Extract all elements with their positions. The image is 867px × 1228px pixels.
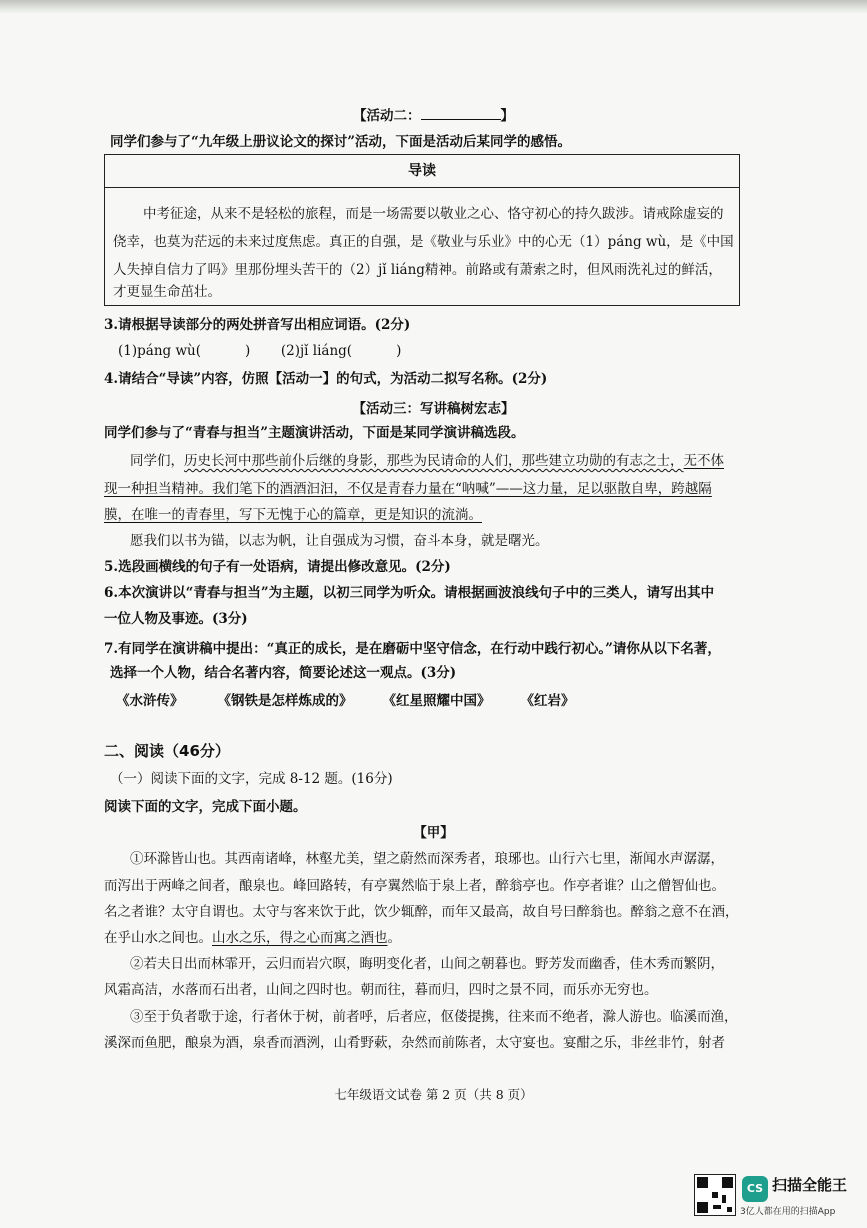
activity3-intro: 同学们参与了“青春与担当”主题演讲活动，下面是某同学演讲稿选段。 — [104, 425, 525, 441]
passage-title: 【甲】 — [413, 825, 454, 841]
passage-underlined-sentence: 山水之乐，得之心而寓之酒也 — [212, 930, 388, 946]
section-2-title: 二、阅读（46分） — [104, 742, 230, 760]
section-2-instruction: 阅读下面的文字，完成下面小题。 — [104, 799, 307, 815]
speech-line-2: 现一种担当精神。我们笔下的酒酒汩汩，不仅是青春力量在“呐喊”——这力量，足以驱散自卑，跨越隔 — [104, 481, 712, 497]
question-3-item-2: (2)jǐ liáng( — [280, 343, 353, 359]
passage-p1-line-1: ①环滁皆山也。其西南诸峰，林壑尤美，望之蔚然而深秀者，琅琊也。山行六七里，渐闻水声潺潺， — [130, 851, 724, 867]
speech-greeting: 同学们， — [130, 453, 184, 469]
activity2-heading-prefix: 【活动二： — [353, 108, 421, 124]
reading-guide-title: 导读 — [105, 155, 739, 188]
reading-guide-line-3: 人失掉自信力了吗》里那份埋头苦干的（2）jǐ liáng精神。前路或有萧索之时，但风雨洗礼过的鲜活， — [113, 262, 722, 278]
question-3-item-2-close: ) — [396, 343, 402, 359]
activity2-heading — [0, 107, 867, 125]
reading-guide-line-2: 侥幸，也莫为茫远的未来过度焦虑。真正的自强，是《敬业与乐业》中的心无（1）páng wù，是《中国 — [113, 234, 734, 250]
question-5: 5.选段画横线的句子有一处语病，请提出修改意见。(2分) — [104, 559, 451, 575]
scanner-brand-name: 扫描全能王 — [772, 1176, 848, 1194]
speech-line-1 — [130, 452, 724, 470]
speech-underlined-tail: 无不体 — [683, 453, 724, 469]
question-4: 4.请结合“导读”内容，仿照【活动一】的句式，为活动二拟写名称。(2分) — [104, 371, 548, 387]
book-list — [116, 692, 575, 710]
activity2-blank — [421, 107, 501, 120]
speech-line-3: 膜，在唯一的青春里，写下无愧于心的篇章，更是知识的流淌。 — [104, 507, 482, 523]
activity2-heading-suffix: 】 — [500, 108, 514, 124]
book-item: 《水浒传》 — [116, 693, 184, 709]
section-2-subtitle: （一）阅读下面的文字，完成 8-12 题。(16分) — [110, 771, 393, 787]
passage-p2-line-2: 风霜高洁，水落而石出者，山间之四时也。朝而往，暮而归，四时之景不同，而乐亦无穷也。 — [104, 982, 658, 998]
scan-edge-shadow — [0, 0, 867, 14]
passage-p1-line-4-end: 。 — [387, 930, 401, 946]
activity3-heading: 【活动三：写讲稿树宏志】 — [352, 401, 515, 417]
question-6-line-1: 6.本次演讲以“青春与担当”为主题，以初三同学为听众。请根据画波浪线句子中的三类人，请写出其中 — [104, 585, 715, 601]
qr-code-icon — [694, 1174, 736, 1216]
book-item: 《钢铁是怎样炼成的》 — [217, 693, 353, 709]
book-item: 《红岩》 — [520, 693, 575, 709]
question-6-line-2: 一位人物及事迹。(3分) — [104, 611, 248, 627]
passage-p3-line-1: ③至于负者歌于途，行者休于树，前者呼，后者应，伛偻提携，往来而不绝者，滁人游也。临溪而渔， — [130, 1009, 738, 1025]
page-footer: 七年级语文试卷 第 2 页（共 8 页） — [334, 1087, 533, 1102]
book-item: 《红星照耀中国》 — [382, 693, 491, 709]
speech-wavy-sentence: 历史长河中那些前仆后继的身影，那些为民请命的人们，那些建立功勋的有志之士， — [184, 453, 684, 469]
question-3: 3.请根据导读部分的两处拼音写出相应词语。(2分) — [104, 317, 411, 333]
passage-p3-line-2: 溪深而鱼肥，酿泉为酒，泉香而酒洌，山肴野蔌，杂然而前陈者，太守宴也。宴酣之乐，非丝非竹，射者 — [104, 1035, 725, 1051]
question-3-items — [118, 342, 401, 360]
passage-p1-line-3: 名之者谁？太守自谓也。太守与客来饮于此，饮少辄醉，而年又最高，故自号曰醉翁也。醉翁之意不在酒， — [104, 904, 739, 920]
passage-p1-line-2: 而泻出于两峰之间者，酿泉也。峰回路转，有亭翼然临于泉上者，醉翁亭也。作亭者谁？山之僧智仙也。 — [104, 878, 725, 894]
passage-p1-line-4 — [104, 929, 401, 947]
passage-p2-line-1: ②若夫日出而林霏开，云归而岩穴暝，晦明变化者，山间之朝暮也。野芳发而幽香，佳木秀而繁阴， — [130, 956, 724, 972]
question-7-line-2: 选择一个人物，结合名著内容，简要论述这一观点。(3分) — [110, 665, 457, 681]
camscanner-logo-icon: CS — [742, 1176, 768, 1202]
question-3-item-1: (1)páng wù( — [118, 343, 201, 359]
passage-p1-line-4-start: 在乎山水之间也。 — [104, 930, 212, 946]
question-7-line-1: 7.有同学在演讲稿中提出：“真正的成长，是在磨砺中坚守信念，在行动中践行初心。”请你从以下名著， — [104, 641, 721, 657]
activity2-intro: 同学们参与了“九年级上册议论文的探讨”活动，下面是活动后某同学的感悟。 — [110, 134, 572, 150]
reading-guide-line-4: 才更显生命茁壮。 — [113, 284, 221, 300]
reading-guide-line-1: 中考征途，从来不是轻松的旅程，而是一场需要以敬业之心、恪守初心的持久跋涉。请戒除虚妄的 — [143, 206, 724, 222]
scanner-brand-tagline: 3亿人都在用的扫描App — [740, 1207, 836, 1217]
speech-closing: 愿我们以书为锚，以志为帆，让自强成为习惯，奋斗本身，就是曙光。 — [130, 533, 549, 549]
question-3-item-1-close: ) — [244, 343, 251, 359]
reading-guide-box — [104, 154, 740, 306]
